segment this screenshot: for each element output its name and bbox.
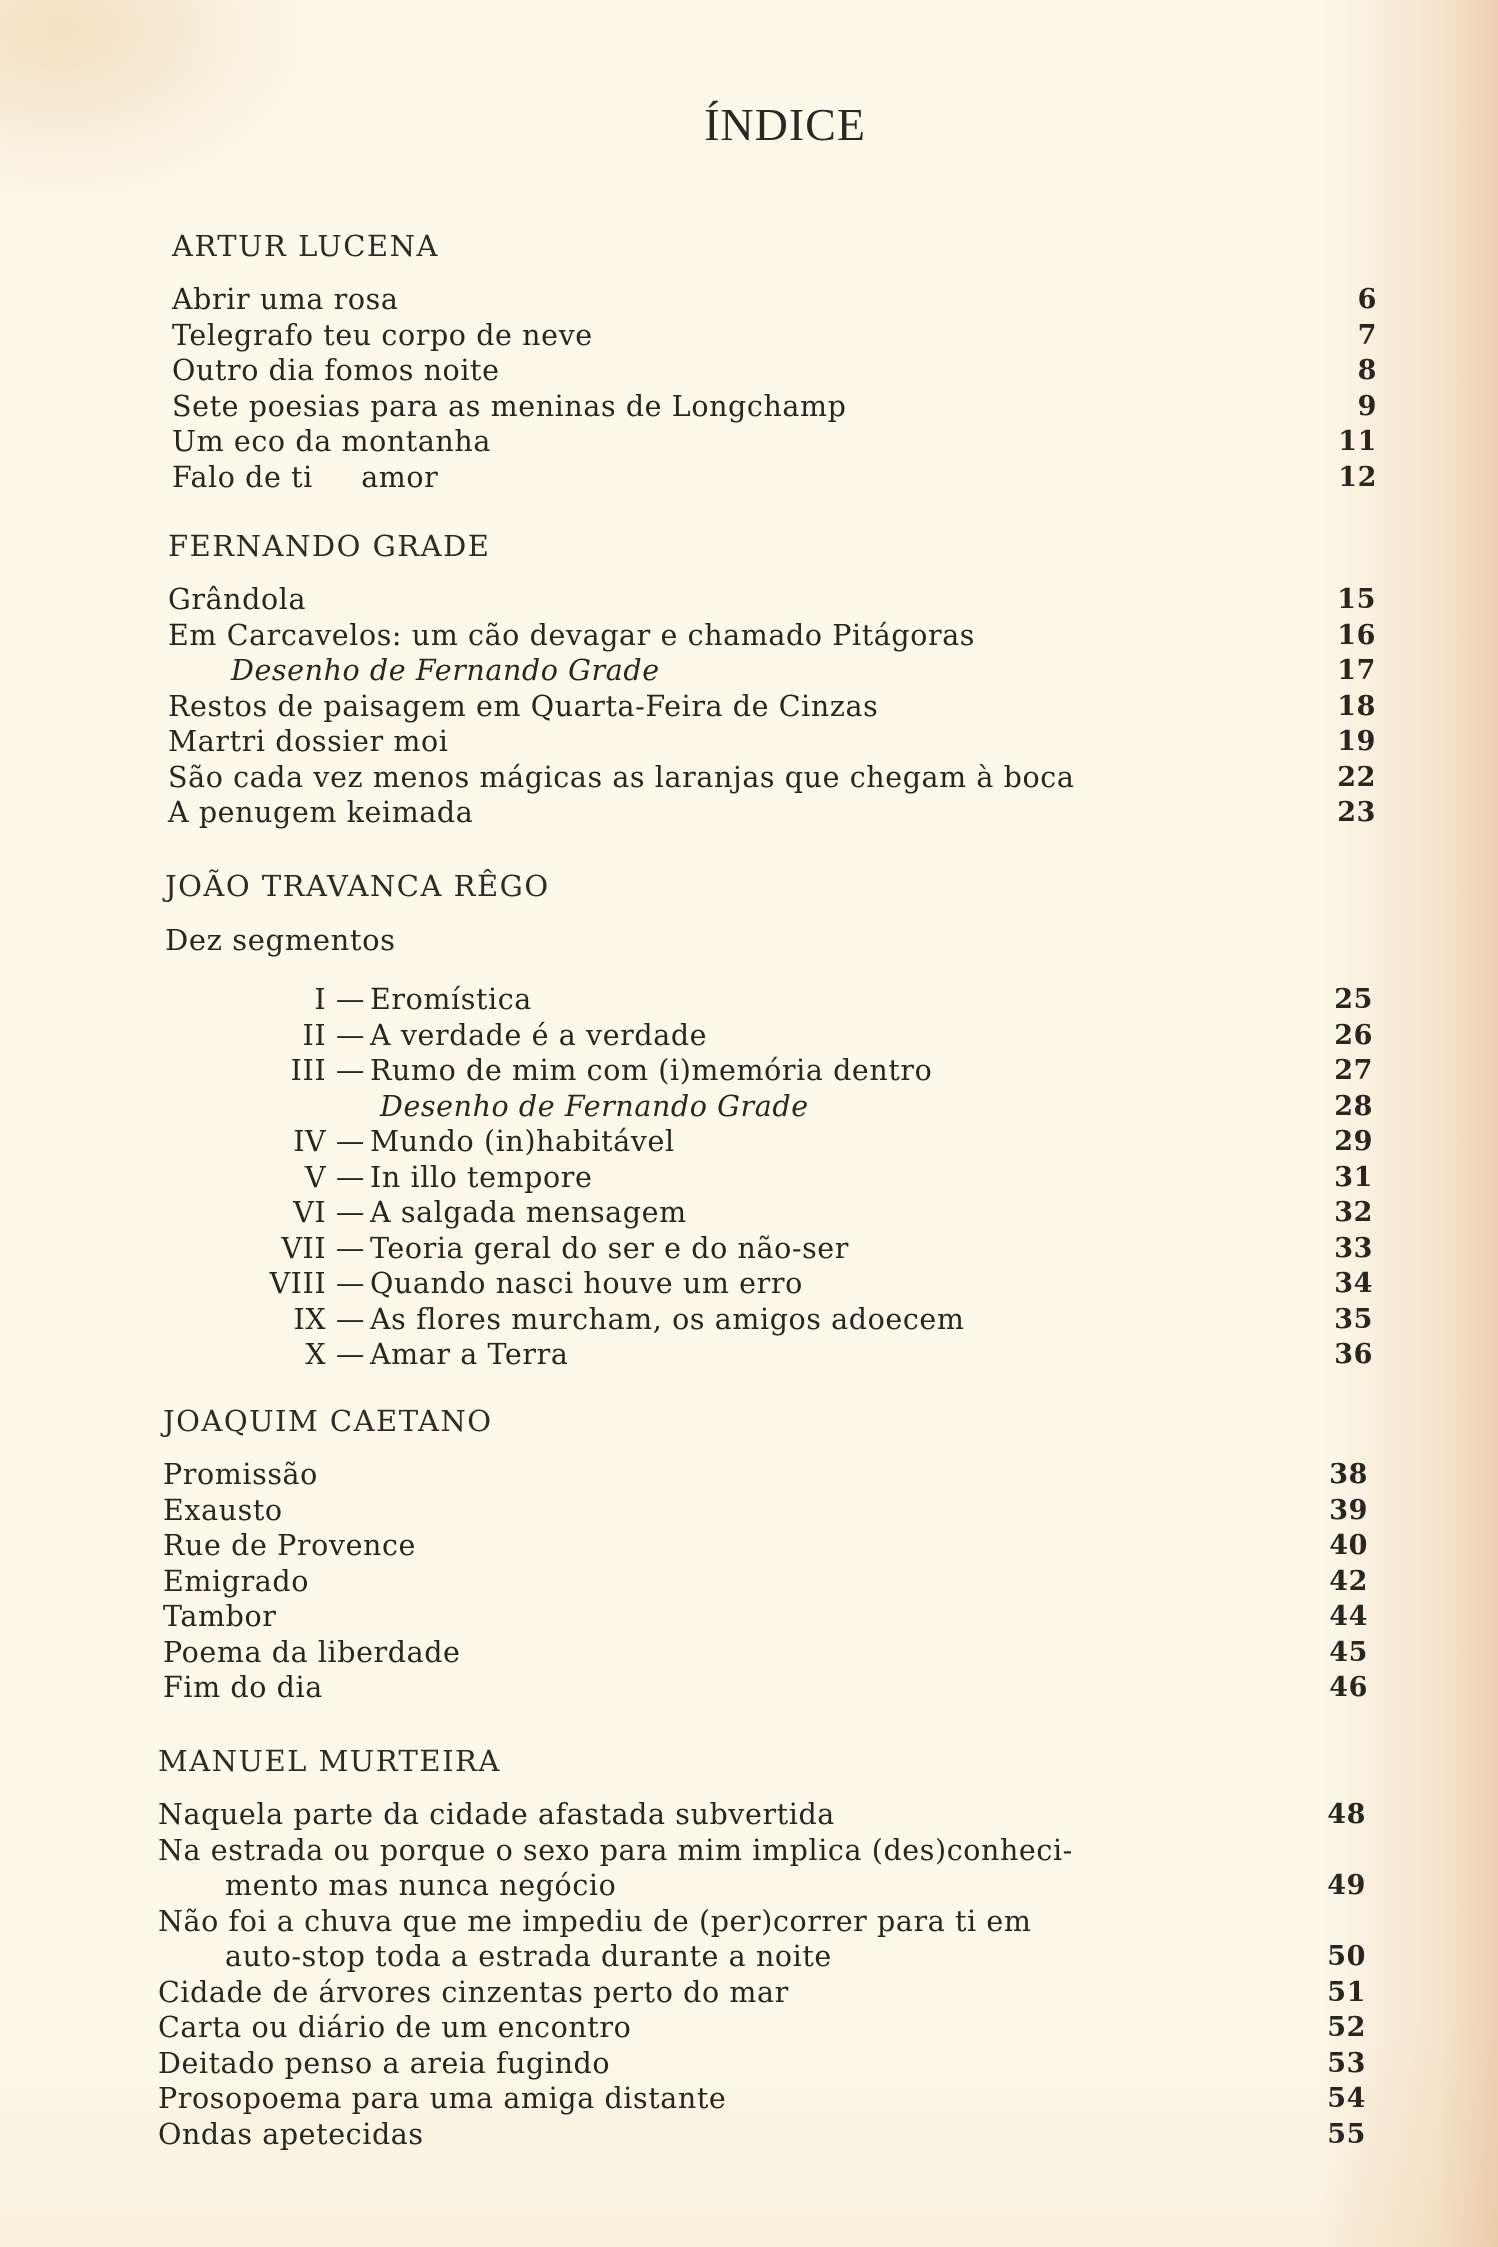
toc-entry[interactable]: [158, 1904, 1366, 1940]
entry-page: 44: [1329, 1601, 1368, 1632]
entry-page: 48: [1327, 1799, 1366, 1830]
entry-page: 42: [1329, 1565, 1368, 1597]
roman-numeral: VI —: [293, 1196, 365, 1229]
entry-page: 50: [1327, 1941, 1366, 1972]
entry-title: In illo tempore: [370, 1160, 593, 1194]
entry-page: 19: [1337, 726, 1376, 757]
roman-numeral: III —: [290, 1054, 365, 1087]
toc-entry[interactable]: [168, 795, 1376, 831]
entry-page: 28: [1334, 1090, 1373, 1122]
entry-title: Tambor: [163, 1600, 277, 1633]
entry-title: Na estrada ou porque o sexo para mim implica (des)conheci-: [158, 1833, 1073, 1867]
entry-title: Rue de Provence: [163, 1529, 417, 1562]
toc-entry[interactable]: [168, 618, 1376, 654]
toc-entry[interactable]: [163, 1599, 1368, 1635]
toc-entry[interactable]: [165, 1018, 1373, 1054]
entry-title: Naquela parte da cidade afastada subvertida: [158, 1798, 835, 1831]
roman-numeral: V —: [305, 1160, 365, 1194]
toc-entry[interactable]: [158, 2010, 1366, 2046]
entry-title: Emigrado: [163, 1564, 310, 1598]
entry-page: 16: [1337, 619, 1376, 651]
entry-page: 39: [1329, 1494, 1368, 1526]
toc-entry[interactable]: [163, 1635, 1368, 1671]
entry-page: 33: [1334, 1232, 1373, 1264]
toc-entry[interactable]: [163, 1457, 1368, 1493]
toc-entry[interactable]: [172, 424, 1377, 460]
entry-page: 38: [1329, 1459, 1368, 1490]
entry-page: 52: [1327, 2012, 1366, 2043]
entry-title: Falo de ti amor: [172, 460, 439, 494]
entry-page: 23: [1337, 797, 1376, 828]
toc-entry-continuation[interactable]: [158, 1939, 1366, 1975]
entry-title: Rumo de mim com (i)memória dentro: [370, 1054, 933, 1087]
entry-page: 45: [1329, 1636, 1368, 1668]
author-heading: MANUEL MURTEIRA: [158, 1744, 501, 1778]
entry-title: A salgada mensagem: [370, 1196, 687, 1229]
entry-page: 9: [1357, 390, 1377, 422]
entry-page: 51: [1327, 1976, 1366, 2008]
entry-page: 46: [1329, 1672, 1368, 1703]
toc-entry[interactable]: [158, 1833, 1366, 1869]
entry-page: 17: [1337, 655, 1376, 686]
toc-entry-continuation[interactable]: [158, 1868, 1366, 1904]
entry-page: 36: [1334, 1339, 1373, 1370]
entry-title: Outro dia fomos noite: [172, 354, 500, 387]
entry-title-continuation: mento mas nunca negócio: [225, 1869, 617, 1902]
section-manuel-murteira: [158, 1743, 1366, 2152]
entry-title: São cada vez menos mágicas as laranjas que chegam à boca: [168, 760, 1075, 794]
author-heading: JOÃO TRAVANCA RÊGO: [165, 869, 550, 903]
toc-entry[interactable]: [165, 1231, 1373, 1267]
section-artur-lucena: [172, 228, 1377, 495]
entry-title: Teoria geral do ser e do não-ser: [370, 1231, 849, 1265]
toc-entry[interactable]: [165, 1053, 1373, 1089]
entry-page: 18: [1337, 690, 1376, 722]
author-heading: ARTUR LUCENA: [172, 229, 439, 263]
toc-entry[interactable]: [163, 1493, 1368, 1529]
entry-title: Fim do dia: [163, 1671, 323, 1704]
entry-page: 32: [1334, 1197, 1373, 1228]
entry-title: Promissão: [163, 1458, 318, 1491]
toc-entry[interactable]: [168, 689, 1376, 725]
entry-title: Telegrafo teu corpo de neve: [172, 318, 593, 352]
entry-title: Quando nasci houve um erro: [370, 1267, 803, 1300]
entry-title-continuation: auto-stop toda a estrada durante a noite: [225, 1940, 832, 1973]
author-heading: FERNANDO GRADE: [168, 529, 491, 563]
entry-page: 53: [1327, 2047, 1366, 2079]
entry-page: 22: [1337, 761, 1376, 793]
toc-entry[interactable]: [163, 1564, 1368, 1600]
toc-entry[interactable]: [165, 982, 1373, 1018]
entry-title: Não foi a chuva que me impediu de (per)correr para ti em: [158, 1904, 1032, 1938]
toc-entry[interactable]: [165, 1195, 1373, 1231]
toc-entry-illustration[interactable]: [165, 1089, 1373, 1125]
entry-page: 6: [1357, 284, 1377, 315]
toc-entry[interactable]: [163, 1670, 1368, 1706]
entry-title: Mundo (in)habitável: [370, 1125, 675, 1158]
toc-entry[interactable]: [158, 1797, 1366, 1833]
entry-title: Restos de paisagem em Quarta-Feira de Cinzas: [168, 689, 879, 723]
toc-entry[interactable]: [172, 353, 1377, 389]
entry-title: Grândola: [168, 583, 307, 616]
section-fernando-grade: [168, 528, 1376, 831]
entry-title: A penugem keimada: [168, 796, 474, 829]
entry-title: Eromística: [370, 983, 532, 1016]
entry-page: 54: [1327, 2083, 1366, 2114]
author-heading: JOAQUIM CAETANO: [163, 1404, 493, 1438]
entry-page: 40: [1329, 1530, 1368, 1561]
entry-page: 31: [1334, 1161, 1373, 1193]
entry-title: Abrir uma rosa: [172, 283, 399, 316]
entry-page: 15: [1337, 584, 1376, 615]
roman-numeral: VIII —: [269, 1267, 365, 1300]
entry-title: Amar a Terra: [370, 1338, 569, 1371]
toc-entry[interactable]: [165, 1266, 1373, 1302]
toc-entry[interactable]: [158, 2046, 1366, 2082]
entry-title: Sete poesias para as meninas de Longchamp: [172, 389, 847, 423]
entry-title: Exausto: [163, 1493, 283, 1527]
entry-title: Poema da liberdade: [163, 1635, 461, 1669]
toc-entry[interactable]: [172, 282, 1377, 318]
entry-page: 27: [1334, 1055, 1373, 1086]
toc-entry[interactable]: [172, 389, 1377, 425]
entry-page: 7: [1357, 319, 1377, 351]
roman-numeral: IX —: [293, 1302, 365, 1336]
toc-entry[interactable]: [165, 1160, 1373, 1196]
roman-numeral: II —: [302, 1018, 365, 1052]
entry-title: Martri dossier moi: [168, 725, 449, 758]
entry-title: Desenho de Fernando Grade: [231, 654, 660, 687]
toc-entry[interactable]: [172, 318, 1377, 354]
section-joaquim-caetano: [163, 1403, 1368, 1706]
toc-entry[interactable]: [168, 582, 1376, 618]
roman-numeral: X —: [305, 1338, 365, 1371]
toc-entry-illustration[interactable]: [168, 653, 1376, 689]
toc-entry[interactable]: [158, 2117, 1366, 2153]
toc-entry[interactable]: [163, 1528, 1368, 1564]
entry-title: Deitado penso a areia fugindo: [158, 2046, 611, 2080]
entry-title: Desenho de Fernando Grade: [380, 1089, 809, 1123]
entry-page: 25: [1334, 984, 1373, 1015]
entry-title: Ondas apetecidas: [158, 2117, 424, 2151]
entry-page: 8: [1357, 355, 1377, 386]
entry-title: As flores murcham, os amigos adoecem: [370, 1302, 965, 1336]
roman-numeral: I —: [314, 983, 365, 1016]
entry-title: Prosopoema para uma amiga distante: [158, 2082, 727, 2115]
entry-page: 11: [1338, 426, 1377, 457]
toc-entry[interactable]: [158, 2081, 1366, 2117]
entry-page: 12: [1338, 461, 1377, 493]
toc-entry[interactable]: [168, 760, 1376, 796]
entry-title: Carta ou diário de um encontro: [158, 2011, 632, 2044]
entry-title: A verdade é a verdade: [370, 1018, 708, 1052]
entry-page: 55: [1327, 2118, 1366, 2150]
entry-title: Um eco da montanha: [172, 425, 491, 458]
toc-entry[interactable]: [172, 460, 1377, 496]
entry-page: 34: [1334, 1268, 1373, 1299]
entry-title: Cidade de árvores cinzentas perto do mar: [158, 1975, 789, 2009]
section-joao-travanca-rego: [165, 868, 1373, 1373]
entry-page: 35: [1334, 1303, 1373, 1335]
roman-numeral: VII —: [281, 1231, 365, 1265]
entry-page: 49: [1327, 1870, 1366, 1901]
entry-page: 29: [1334, 1126, 1373, 1157]
toc-entry[interactable]: [158, 1975, 1366, 2011]
toc-entry[interactable]: [165, 1124, 1373, 1160]
page-title: ÍNDICE: [704, 99, 866, 150]
roman-numeral: IV —: [293, 1125, 365, 1158]
toc-entry[interactable]: [165, 1302, 1373, 1338]
entry-title: Em Carcavelos: um cão devagar e chamado Pitágoras: [168, 618, 976, 652]
toc-entry[interactable]: [168, 724, 1376, 760]
series-subtitle: Dez segmentos: [165, 923, 396, 957]
toc-entry[interactable]: [165, 1337, 1373, 1373]
entry-page: 26: [1334, 1019, 1373, 1051]
